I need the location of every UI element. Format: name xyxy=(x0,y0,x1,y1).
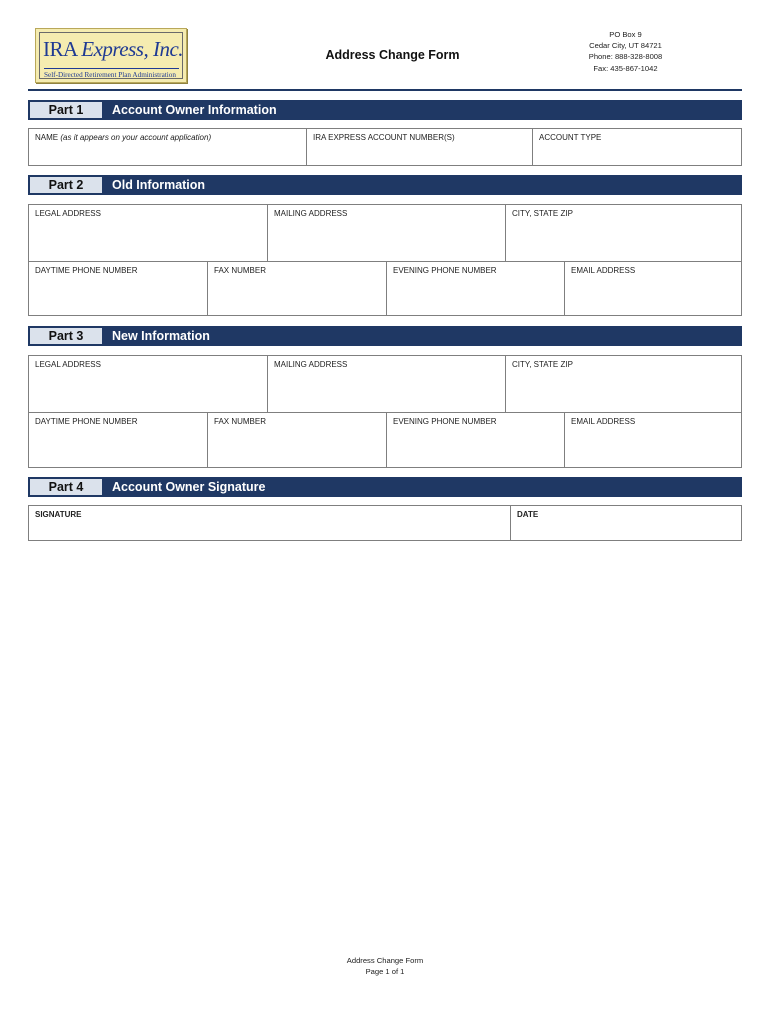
header-divider xyxy=(28,89,742,91)
part1-tag: Part 1 xyxy=(30,102,102,118)
new-email-label: EMAIL ADDRESS xyxy=(571,417,636,426)
old-legal-address-label: LEGAL ADDRESS xyxy=(35,209,101,218)
footer-form-name: Address Change Form xyxy=(346,956,424,965)
old-mailing-address-label: MAILING ADDRESS xyxy=(274,209,348,218)
new-mailing-address-field[interactable] xyxy=(267,356,505,412)
part1-header xyxy=(28,100,742,120)
old-daytime-phone-field[interactable] xyxy=(29,262,207,316)
part3-fields xyxy=(28,355,742,468)
old-evening-phone-field[interactable] xyxy=(386,262,564,316)
page-footer xyxy=(300,955,470,977)
part4-tag: Part 4 xyxy=(30,479,102,495)
part2-header xyxy=(28,175,742,195)
account-number-field[interactable] xyxy=(306,129,532,165)
part2-title: Old Information xyxy=(112,178,206,192)
logo-frame xyxy=(39,32,183,79)
new-evening-phone-field[interactable] xyxy=(386,413,564,468)
old-email-field[interactable] xyxy=(564,262,741,316)
new-fax-field[interactable] xyxy=(207,413,386,468)
address-line: Cedar City, UT 84721 xyxy=(589,41,662,51)
old-evening-phone-label: EVENING PHONE NUMBER xyxy=(393,266,497,275)
part2-fields xyxy=(28,204,742,316)
new-city-state-zip-field[interactable] xyxy=(505,356,741,412)
signature-field[interactable] xyxy=(29,506,510,540)
name-field[interactable] xyxy=(29,129,306,165)
new-daytime-phone-field[interactable] xyxy=(29,413,207,468)
part3-header xyxy=(28,326,742,346)
address-line: PO Box 9 xyxy=(609,30,642,39)
old-city-state-zip-field[interactable] xyxy=(505,205,741,261)
part4-fields xyxy=(28,505,742,541)
new-legal-address-label: LEGAL ADDRESS xyxy=(35,360,101,369)
new-legal-address-field[interactable] xyxy=(29,356,267,412)
logo-wordmark: IRA Express, Inc. xyxy=(43,37,184,61)
company-address xyxy=(568,29,683,74)
old-daytime-phone-label: DAYTIME PHONE NUMBER xyxy=(35,266,138,275)
logo-tagline: Self-Directed Retirement Plan Administration xyxy=(44,68,179,79)
fax-line: Fax: 435-867-1042 xyxy=(593,63,658,73)
part3-tag: Part 3 xyxy=(30,328,102,344)
new-daytime-phone-label: DAYTIME PHONE NUMBER xyxy=(35,417,138,426)
old-email-label: EMAIL ADDRESS xyxy=(571,266,636,275)
part4-title: Account Owner Signature xyxy=(112,480,266,494)
date-label: DATE xyxy=(517,510,539,519)
part1-title: Account Owner Information xyxy=(112,103,277,117)
account-type-label: ACCOUNT TYPE xyxy=(539,133,602,142)
new-email-field[interactable] xyxy=(564,413,741,468)
new-mailing-address-label: MAILING ADDRESS xyxy=(274,360,348,369)
date-field[interactable] xyxy=(510,506,741,540)
old-city-state-zip-label: CITY, STATE ZIP xyxy=(512,209,573,218)
part4-header xyxy=(28,477,742,497)
footer-page-number: Page 1 of 1 xyxy=(365,967,405,976)
account-number-label: IRA EXPRESS ACCOUNT NUMBER(S) xyxy=(313,133,455,142)
form-title: Address Change Form xyxy=(325,48,460,62)
new-city-state-zip-label: CITY, STATE ZIP xyxy=(512,360,573,369)
company-logo xyxy=(35,28,187,83)
phone-line: Phone: 888-328-8008 xyxy=(588,52,663,62)
old-fax-label: FAX NUMBER xyxy=(214,266,267,275)
new-evening-phone-label: EVENING PHONE NUMBER xyxy=(393,417,497,426)
account-type-field[interactable] xyxy=(532,129,741,165)
part1-fields xyxy=(28,128,742,166)
part2-tag: Part 2 xyxy=(30,177,102,193)
old-fax-field[interactable] xyxy=(207,262,386,316)
part3-title: New Information xyxy=(112,329,210,343)
signature-label: SIGNATURE xyxy=(35,510,82,519)
old-legal-address-field[interactable] xyxy=(29,205,267,261)
name-label: NAME (as it appears on your account application) xyxy=(35,133,212,142)
old-mailing-address-field[interactable] xyxy=(267,205,505,261)
new-fax-label: FAX NUMBER xyxy=(214,417,267,426)
